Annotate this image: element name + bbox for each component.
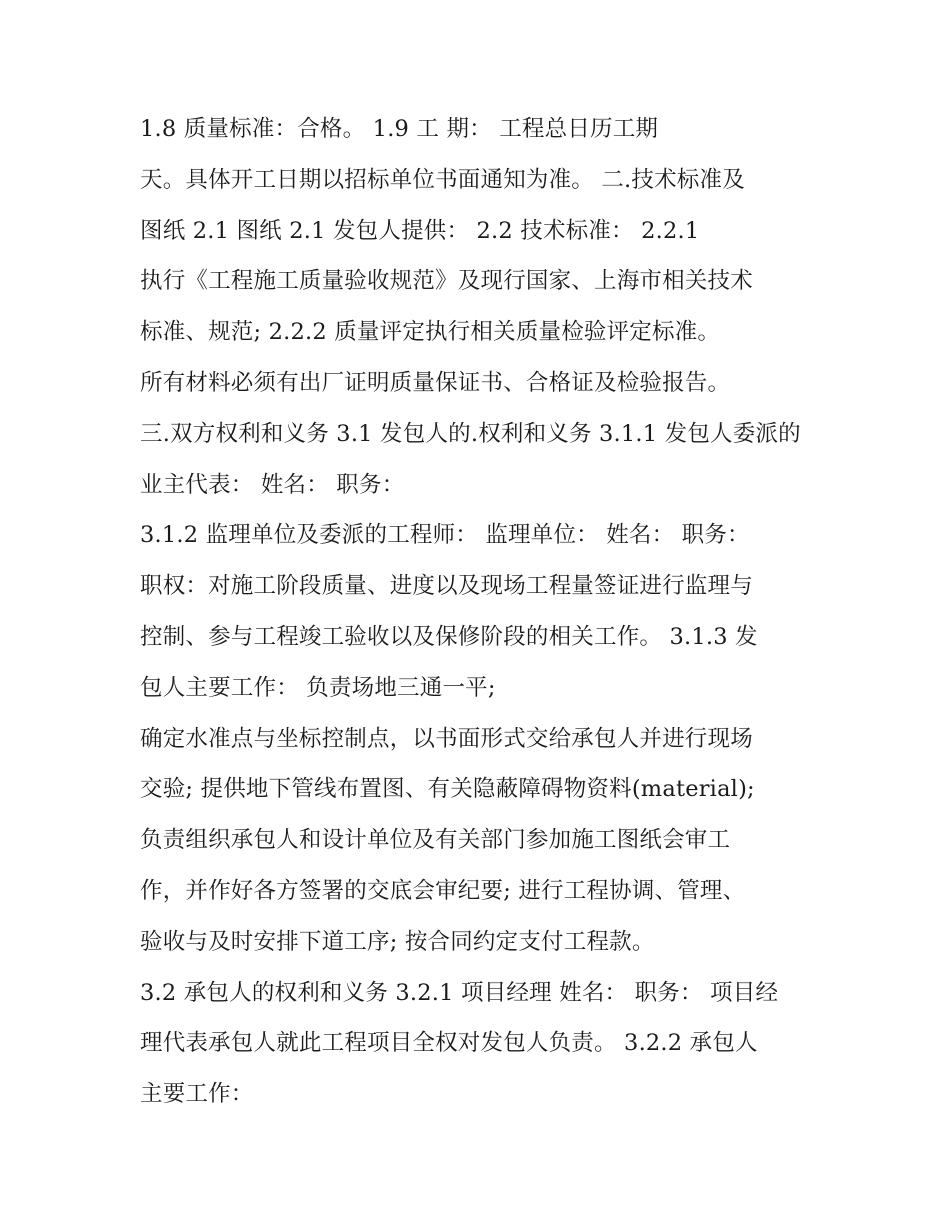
text-line: 包人主要工作： 负责场地三通一平;	[140, 674, 496, 701]
text-line: 三.双方权利和义务 3.1 发包人的.权利和义务 3.1.1 发包人委派的	[140, 420, 801, 447]
text-line: 理代表承包人就此工程项目全权对发包人负责。 3.2.2 承包人	[140, 1030, 758, 1057]
text-line: 主要工作：	[140, 1081, 254, 1108]
text-line: 所有材料必须有出厂证明质量保证书、合格证及检验报告。	[140, 369, 731, 396]
text-line: 3.2 承包人的权利和义务 3.2.1 项目经理 姓名： 职务： 项目经	[140, 979, 779, 1006]
text-line: 3.1.2 监理单位及委派的工程师： 监理单位： 姓名： 职务：	[140, 522, 750, 549]
text-line: 图纸 2.1 图纸 2.1 发包人提供： 2.2 技术标准： 2.2.1	[140, 217, 700, 244]
text-line: 标准、规范; 2.2.2 质量评定执行相关质量检验评定标准。	[140, 319, 721, 346]
document-body	[140, 104, 840, 1120]
text-line: 验收与及时安排下道工序; 按合同约定支付工程款。	[140, 928, 655, 955]
text-line: 业主代表： 姓名： 职务：	[140, 471, 405, 498]
text-line: 天。具体开工日期以招标单位书面通知为准。 二.技术标准及	[140, 166, 745, 193]
text-line: 1.8 质量标准：合格。 1.9 工 期： 工程总日历工期	[140, 116, 659, 142]
text-line: 执行《工程施工质量验收规范》及现行国家、上海市相关技术	[140, 268, 753, 295]
text-line: 交验; 提供地下管线布置图、有关隐蔽障碍物资料(material);	[140, 776, 755, 803]
text-line: 负责组织承包人和设计单位及有关部门参加施工图纸会审工	[140, 827, 731, 854]
text-line: 控制、参与工程竣工验收以及保修阶段的相关工作。 3.1.3 发	[140, 623, 758, 650]
text-line: 作，并作好各方签署的交底会审纪要; 进行工程协调、管理、	[140, 877, 746, 904]
text-line: 职权：对施工阶段质量、进度以及现场工程量签证进行监理与	[140, 573, 753, 600]
text-line: 确定水准点与坐标控制点，以书面形式交给承包人并进行现场	[140, 725, 753, 752]
